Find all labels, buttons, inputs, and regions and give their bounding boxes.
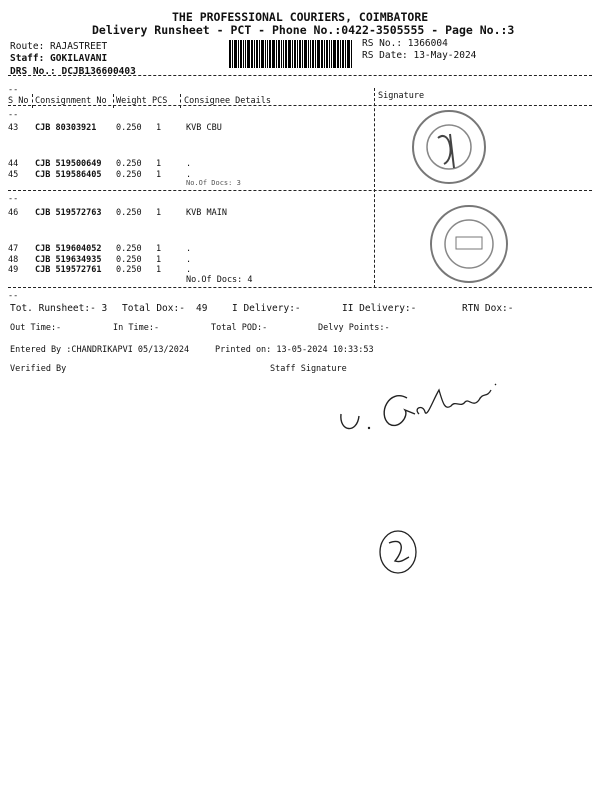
cell-pcs: 1 bbox=[156, 208, 162, 218]
cell-sno: 49 bbox=[8, 265, 19, 275]
doc-count: No.Of Docs: 4 bbox=[186, 275, 253, 285]
col-header-weight: Weight bbox=[116, 96, 147, 106]
in-time: In Time:- bbox=[113, 323, 160, 333]
col-header-sno: S No bbox=[8, 96, 29, 106]
cell-weight: 0.250 bbox=[116, 265, 142, 275]
barcode bbox=[229, 40, 353, 68]
rs-number: RS No.: 1366004 bbox=[362, 38, 448, 49]
handwritten-signature bbox=[335, 370, 505, 440]
cell-consignee: . bbox=[186, 244, 192, 254]
col-header-consignment: Consignment No bbox=[35, 96, 107, 106]
runsheet-title: Delivery Runsheet - PCT - Phone No.:0422-3505555 - Page No.:3 bbox=[92, 23, 515, 37]
kvb-stamp bbox=[428, 203, 510, 285]
i-delivery: I Delivery:- bbox=[232, 303, 301, 314]
route-label: Route: RAJASTREET bbox=[10, 41, 108, 52]
cell-sno: 45 bbox=[8, 170, 19, 180]
cell-pcs: 1 bbox=[156, 170, 162, 180]
cell-weight: 0.250 bbox=[116, 255, 142, 265]
col-header-pcs: PCS bbox=[152, 96, 168, 106]
cell-consignment: CJB 80303921 bbox=[35, 123, 97, 133]
doc-count: No.Of Docs: 3 bbox=[186, 179, 241, 187]
company-name: THE PROFESSIONAL COURIERS, COIMBATORE bbox=[172, 10, 429, 24]
entered-by: Entered By :CHANDRIKAPVI 05/13/2024 bbox=[10, 345, 190, 355]
out-time: Out Time:- bbox=[10, 323, 62, 333]
staff-signature-label: Staff Signature bbox=[270, 364, 347, 374]
printed-on: Printed on: 13-05-2024 10:33:53 bbox=[215, 345, 374, 355]
divider bbox=[8, 190, 592, 191]
dash-marker: -- bbox=[8, 85, 19, 95]
cell-pcs: 1 bbox=[156, 244, 162, 254]
dash-marker: -- bbox=[8, 291, 19, 301]
cell-consignment: CJB 519634935 bbox=[35, 255, 102, 265]
cell-consignment: CJB 519500649 bbox=[35, 159, 102, 169]
cell-pcs: 1 bbox=[156, 123, 162, 133]
cell-pcs: 1 bbox=[156, 159, 162, 169]
cell-consignee: KVB CBU bbox=[186, 123, 222, 133]
delvy-points: Delvy Points:- bbox=[318, 323, 390, 333]
cell-consignee: . bbox=[186, 170, 192, 180]
bank-stamp bbox=[410, 108, 488, 186]
cell-weight: 0.250 bbox=[116, 170, 142, 180]
divider bbox=[8, 105, 592, 106]
signature-col-divider bbox=[374, 88, 375, 288]
circled-number-mark bbox=[375, 527, 421, 577]
dash-marker: -- bbox=[8, 110, 19, 120]
cell-sno: 46 bbox=[8, 208, 19, 218]
cell-weight: 0.250 bbox=[116, 159, 142, 169]
total-dox-value: 49 bbox=[196, 303, 208, 314]
cell-pcs: 1 bbox=[156, 265, 162, 275]
cell-consignee: . bbox=[186, 265, 192, 275]
verified-by: Verified By bbox=[10, 364, 67, 374]
cell-consignment: CJB 519572763 bbox=[35, 208, 102, 218]
dash-marker: -- bbox=[8, 194, 19, 204]
cell-sno: 47 bbox=[8, 244, 19, 254]
col-header-signature: Signature bbox=[378, 91, 425, 101]
cell-consignment: CJB 519572761 bbox=[35, 265, 102, 275]
tot-runsheet: Tot. Runsheet:- 3 bbox=[10, 303, 108, 314]
drs-number: DRS No.: DCJB136600403 bbox=[10, 66, 136, 77]
rtn-dox: RTN Dox:- bbox=[462, 303, 514, 314]
rs-date: RS Date: 13-May-2024 bbox=[362, 50, 477, 61]
cell-consignment: CJB 519586405 bbox=[35, 170, 102, 180]
cell-consignee: . bbox=[186, 255, 192, 265]
cell-consignee: . bbox=[186, 159, 192, 169]
cell-consignee: KVB MAIN bbox=[186, 208, 227, 218]
divider bbox=[8, 75, 592, 76]
ii-delivery: II Delivery:- bbox=[342, 303, 417, 314]
staff-label: Staff: GOKILAVANI bbox=[10, 53, 108, 64]
cell-pcs: 1 bbox=[156, 255, 162, 265]
divider bbox=[8, 287, 592, 288]
cell-weight: 0.250 bbox=[116, 123, 142, 133]
cell-sno: 43 bbox=[8, 123, 19, 133]
total-dox-label: Total Dox:- bbox=[122, 303, 185, 314]
cell-sno: 48 bbox=[8, 255, 19, 265]
cell-weight: 0.250 bbox=[116, 208, 142, 218]
cell-weight: 0.250 bbox=[116, 244, 142, 254]
cell-consignment: CJB 519604052 bbox=[35, 244, 102, 254]
cell-sno: 44 bbox=[8, 159, 19, 169]
total-pod: Total POD:- bbox=[211, 323, 268, 333]
col-header-consignee: Consignee Details bbox=[184, 96, 271, 106]
